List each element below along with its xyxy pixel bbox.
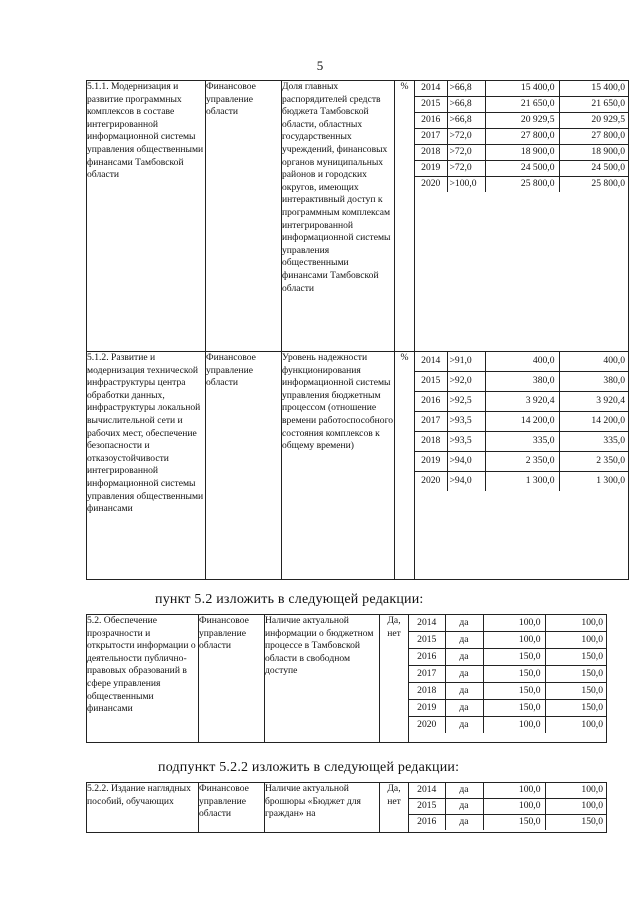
indicator-value: >93,5 bbox=[447, 432, 485, 452]
program-table-5-2 bbox=[86, 614, 607, 743]
funding-value: 335,0 bbox=[559, 432, 629, 452]
funding-value: 25 800,0 bbox=[591, 178, 625, 190]
year: 2014 bbox=[409, 615, 445, 632]
table-row bbox=[87, 81, 629, 352]
year: 2016 bbox=[415, 392, 447, 412]
amount-value: 24 500,0 bbox=[485, 161, 559, 177]
indicator-value: да bbox=[445, 615, 483, 632]
indicator-value: да bbox=[445, 717, 483, 734]
funding-value: 150,0 bbox=[545, 649, 607, 666]
amount-value: 27 800,0 bbox=[485, 129, 559, 145]
measure-name: 5.1.1. Модернизация и развитие программных комплексов в составе интегрированной информационной системы управления общественными финансами Тамбовской области bbox=[87, 81, 206, 352]
funding-value: 27 800,0 bbox=[559, 129, 629, 145]
year-row bbox=[415, 161, 629, 177]
unit-of-measure: % bbox=[395, 352, 415, 580]
year: 2014 bbox=[415, 352, 447, 372]
amount-value: 18 900,0 bbox=[485, 145, 559, 161]
indicator-value: >72,0 bbox=[447, 145, 485, 161]
amount-value: 1 300,0 bbox=[485, 472, 559, 492]
indicator-value: да bbox=[445, 700, 483, 717]
yearly-values bbox=[415, 81, 629, 352]
indicator-value: >72,0 bbox=[447, 161, 485, 177]
table-row bbox=[87, 615, 607, 743]
year-row bbox=[415, 113, 629, 129]
year: 2020 bbox=[409, 717, 445, 734]
year-row bbox=[415, 392, 629, 412]
year-row bbox=[415, 81, 629, 97]
year-row bbox=[409, 783, 607, 799]
amount-value: 21 650,0 bbox=[485, 97, 559, 113]
year-row bbox=[409, 683, 607, 700]
program-table-5-2-2 bbox=[86, 782, 607, 833]
year-row bbox=[415, 452, 629, 472]
funding-value: 15 400,0 bbox=[559, 81, 629, 97]
funding-value: 100,0 bbox=[545, 783, 607, 799]
year: 2018 bbox=[415, 432, 447, 452]
amount-value: 400,0 bbox=[485, 352, 559, 372]
year: 2019 bbox=[409, 700, 445, 717]
measure-name: 5.1.2. Развитие и модернизация технической инфраструктуры центра обработки данных, инфраструктуры локальной вычислительной сети и рабочих мест, обеспечение безопасности и отказоустойчивости интегрированной информационной системы управления общественными финансами bbox=[87, 352, 206, 580]
amount-value: 150,0 bbox=[483, 649, 545, 666]
amount-value: 150,0 bbox=[483, 666, 545, 683]
funding-value: 1 300,0 bbox=[596, 475, 625, 487]
funding-value: 400,0 bbox=[559, 352, 629, 372]
year: 2016 bbox=[409, 649, 445, 666]
year: 2020 bbox=[415, 177, 447, 193]
year-row bbox=[415, 352, 629, 372]
indicator-value: >91,0 bbox=[447, 352, 485, 372]
funding-value: 380,0 bbox=[559, 372, 629, 392]
amount-value: 100,0 bbox=[483, 783, 545, 799]
indicator-value: >72,0 bbox=[447, 129, 485, 145]
responsible-executor: Финансовое управление области bbox=[206, 352, 282, 580]
year: 2017 bbox=[409, 666, 445, 683]
amendment-intro-5-2-2: подпункт 5.2.2 изложить в следующей редакции: bbox=[158, 760, 460, 775]
year: 2016 bbox=[409, 815, 445, 831]
amount-value: 100,0 bbox=[483, 632, 545, 649]
indicator-value: да bbox=[445, 666, 483, 683]
unit-of-measure: Да, нет bbox=[380, 615, 409, 743]
indicator-name: Уровень надежности функционирования информационной системы управления бюджетным процессом (отношение времени работоспособного состояния комплексов к общему времени) bbox=[282, 352, 395, 580]
funding-value: 100,0 bbox=[545, 615, 607, 632]
year: 2019 bbox=[415, 161, 447, 177]
indicator-value: да bbox=[445, 815, 483, 831]
yearly-values bbox=[409, 783, 607, 833]
unit-of-measure: % bbox=[395, 81, 415, 352]
indicator-value: да bbox=[445, 649, 483, 666]
indicator-name: Наличие актуальной брошюры «Бюджет для граждан» на bbox=[265, 783, 380, 833]
indicator-value: да bbox=[445, 783, 483, 799]
program-table-5-1 bbox=[86, 80, 629, 580]
indicator-value: >92,5 bbox=[447, 392, 485, 412]
indicator-value: >66,8 bbox=[447, 81, 485, 97]
year: 2015 bbox=[409, 632, 445, 649]
indicator-name: Наличие актуальной информации о бюджетном процессе в Тамбовской области в свободном доступе bbox=[265, 615, 380, 743]
year-row bbox=[409, 799, 607, 815]
year: 2017 bbox=[415, 412, 447, 432]
funding-value: 24 500,0 bbox=[559, 161, 629, 177]
funding-value: 3 920,4 bbox=[559, 392, 629, 412]
amendment-intro-5-2: пункт 5.2 изложить в следующей редакции: bbox=[155, 592, 424, 607]
amount-value: 25 800,0 bbox=[485, 177, 559, 193]
year: 2015 bbox=[415, 372, 447, 392]
indicator-value: >93,5 bbox=[447, 412, 485, 432]
indicator-value: >100,0 bbox=[447, 177, 485, 193]
year-row bbox=[409, 717, 607, 734]
indicator-value: да bbox=[445, 799, 483, 815]
amount-value: 15 400,0 bbox=[485, 81, 559, 97]
year: 2016 bbox=[415, 113, 447, 129]
funding-value: 100,0 bbox=[581, 718, 603, 730]
amount-value: 380,0 bbox=[485, 372, 559, 392]
year-row bbox=[415, 97, 629, 113]
responsible-executor: Финансовое управление области bbox=[199, 783, 265, 833]
year: 2014 bbox=[409, 783, 445, 799]
year: 2020 bbox=[415, 472, 447, 492]
indicator-name: Доля главных распорядителей средств бюджета Тамбовской области, областных государственных учреждений, финансовых органов муниципальных районов и городских округов, имеющих интерактивный доступ к программным комплексам интегрированной информационной системы управления общественными финансами Тамбовской области bbox=[282, 81, 395, 352]
funding-value: 100,0 bbox=[545, 799, 607, 815]
measure-name: 5.2.2. Издание наглядных пособий, обучающих bbox=[87, 783, 199, 833]
year: 2019 bbox=[415, 452, 447, 472]
amount-value: 100,0 bbox=[483, 717, 545, 734]
year-row bbox=[409, 615, 607, 632]
year-row bbox=[415, 412, 629, 432]
funding-value: 21 650,0 bbox=[559, 97, 629, 113]
amount-value: 3 920,4 bbox=[485, 392, 559, 412]
year: 2018 bbox=[415, 145, 447, 161]
table-row bbox=[87, 352, 629, 580]
year-row bbox=[409, 700, 607, 717]
funding-value: 150,0 bbox=[545, 683, 607, 700]
funding-value: 14 200,0 bbox=[559, 412, 629, 432]
funding-value: 150,0 bbox=[545, 700, 607, 717]
year-row bbox=[409, 666, 607, 683]
indicator-value: да bbox=[445, 683, 483, 700]
funding-value: 150,0 bbox=[545, 666, 607, 683]
funding-value: 2 350,0 bbox=[559, 452, 629, 472]
indicator-value: >92,0 bbox=[447, 372, 485, 392]
indicator-value: да bbox=[445, 632, 483, 649]
yearly-values bbox=[415, 352, 629, 580]
year-row bbox=[415, 472, 629, 492]
year-row bbox=[415, 432, 629, 452]
amount-value: 150,0 bbox=[483, 700, 545, 717]
responsible-executor: Финансовое управление области bbox=[199, 615, 265, 743]
year-row bbox=[415, 372, 629, 392]
amount-value: 100,0 bbox=[483, 615, 545, 632]
year: 2015 bbox=[409, 799, 445, 815]
amount-value: 150,0 bbox=[483, 815, 545, 831]
year: 2017 bbox=[415, 129, 447, 145]
funding-value: 20 929,5 bbox=[559, 113, 629, 129]
year-row bbox=[415, 145, 629, 161]
indicator-value: >66,8 bbox=[447, 97, 485, 113]
amount-value: 14 200,0 bbox=[485, 412, 559, 432]
amount-value: 20 929,5 bbox=[485, 113, 559, 129]
year: 2015 bbox=[415, 97, 447, 113]
year: 2014 bbox=[415, 81, 447, 97]
year-row bbox=[409, 815, 607, 831]
year-row bbox=[409, 632, 607, 649]
amount-value: 2 350,0 bbox=[485, 452, 559, 472]
year-row bbox=[415, 177, 629, 193]
responsible-executor: Финансовое управление области bbox=[206, 81, 282, 352]
indicator-value: >94,0 bbox=[447, 452, 485, 472]
page-number: 5 bbox=[316, 58, 324, 73]
table-row bbox=[87, 783, 607, 833]
year-row bbox=[409, 649, 607, 666]
indicator-value: >66,8 bbox=[447, 113, 485, 129]
amount-value: 335,0 bbox=[485, 432, 559, 452]
funding-value: 100,0 bbox=[545, 632, 607, 649]
indicator-value: >94,0 bbox=[447, 472, 485, 492]
amount-value: 100,0 bbox=[483, 799, 545, 815]
measure-name: 5.2. Обеспечение прозрачности и открытости информации о деятельности публично-правовых образований в сфере управления общественными финансами bbox=[87, 615, 199, 743]
year: 2018 bbox=[409, 683, 445, 700]
funding-value: 150,0 bbox=[581, 816, 603, 828]
unit-of-measure: Да, нет bbox=[380, 783, 409, 833]
amount-value: 150,0 bbox=[483, 683, 545, 700]
funding-value: 18 900,0 bbox=[559, 145, 629, 161]
yearly-values bbox=[409, 615, 607, 743]
year-row bbox=[415, 129, 629, 145]
